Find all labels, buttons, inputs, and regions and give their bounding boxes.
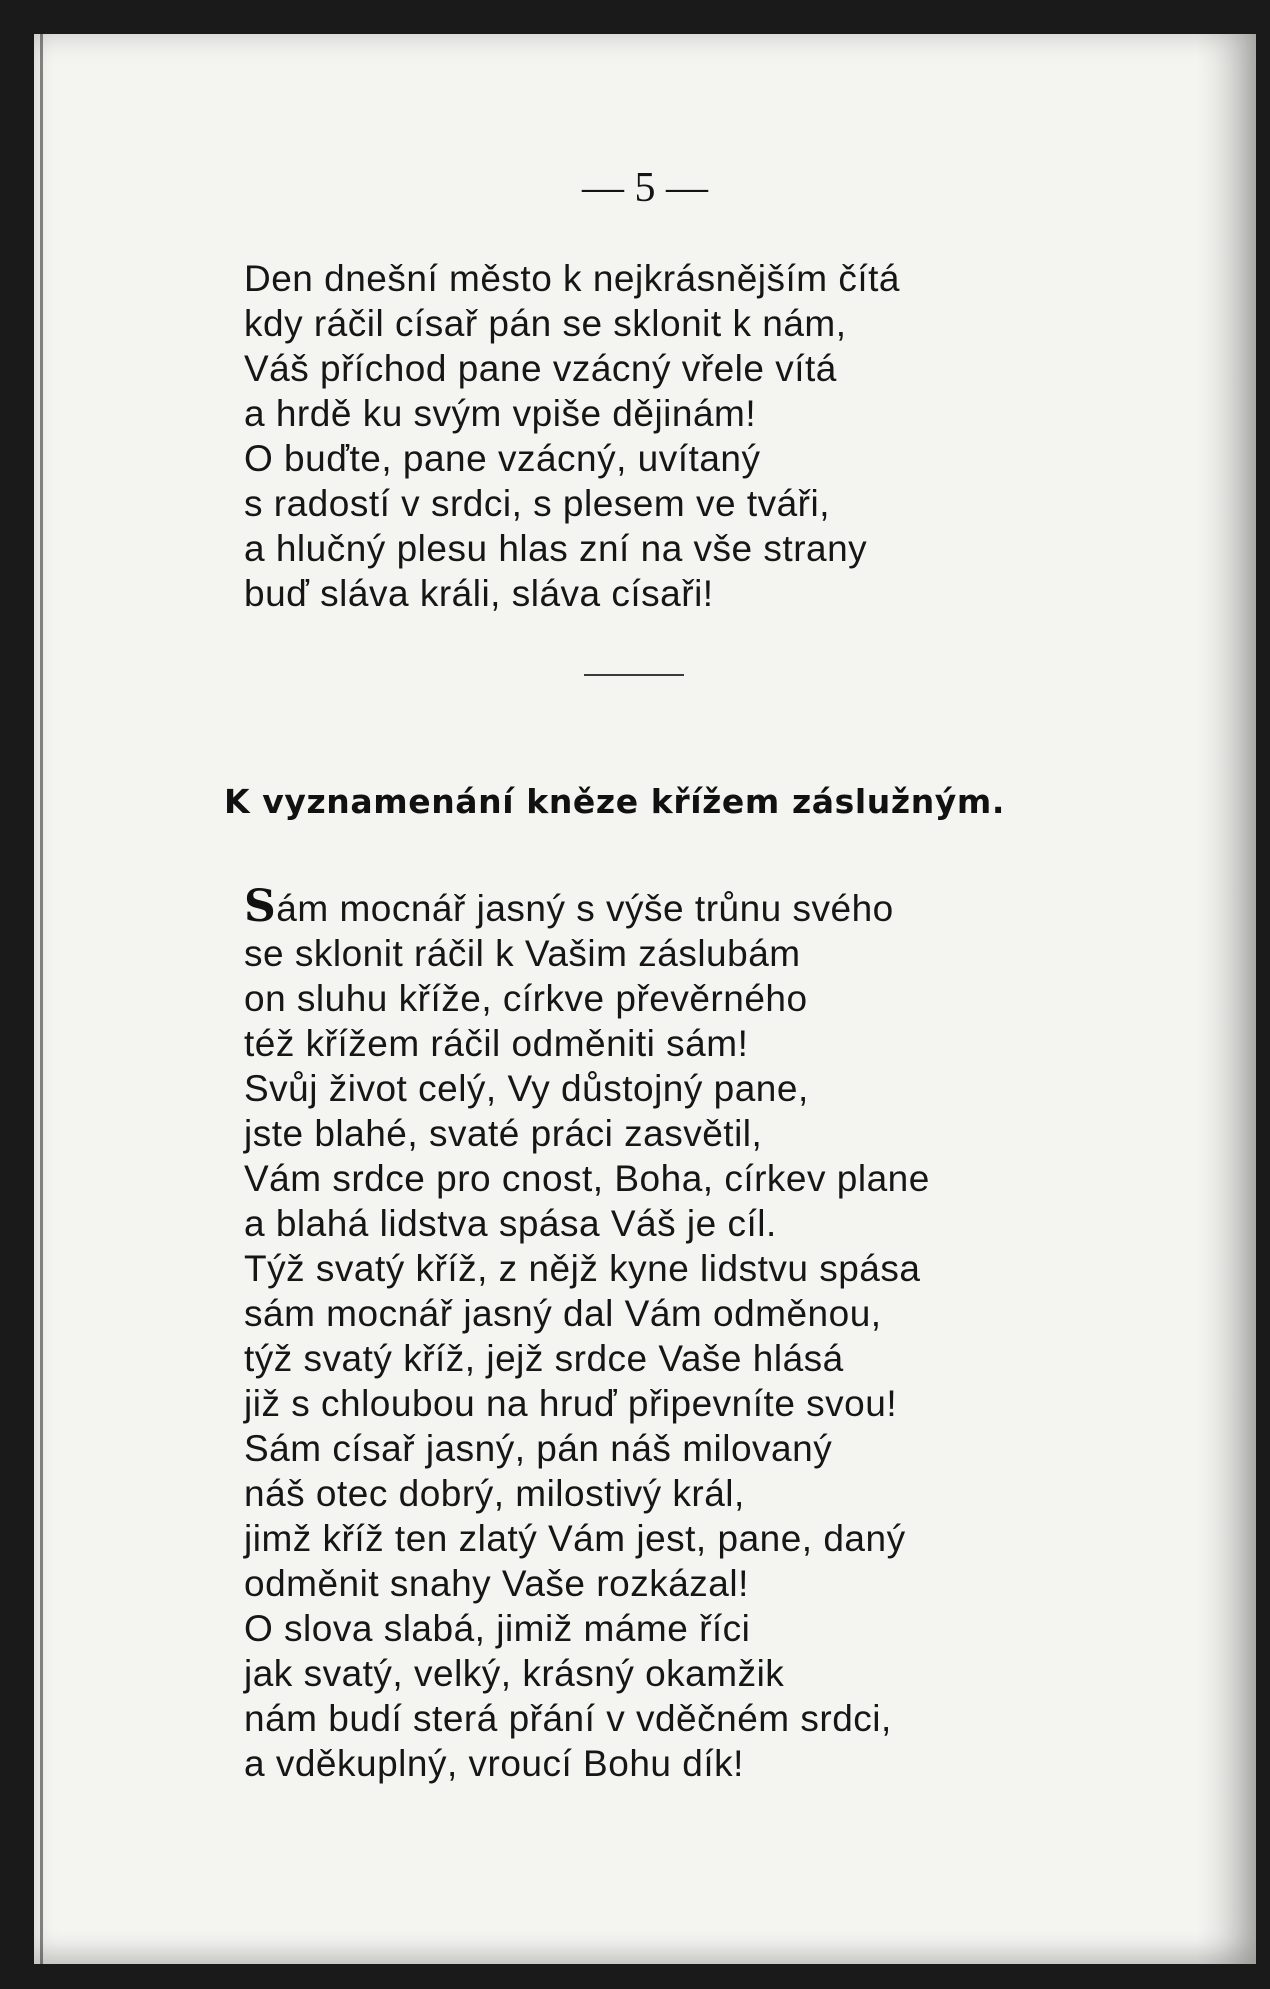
poem-stanza-2	[244, 881, 930, 1786]
poem-line: již s chloubou na hruď připevníte svou!	[244, 1383, 898, 1424]
poem-line: a hrdě ku svým vpiše dějinám!	[244, 393, 757, 434]
decorated-initial: S	[244, 881, 277, 932]
poem-line: týž svatý kříž, jejž srdce Vaše hlásá	[244, 1338, 844, 1379]
page-shadow	[1196, 34, 1256, 1964]
poem-line: a blahá lidstva spása Váš je cíl.	[244, 1203, 777, 1244]
page-number: — 5 —	[582, 165, 708, 211]
poem-line: a hlučný plesu hlas zní na vše strany	[244, 528, 868, 569]
book-page	[34, 34, 1256, 1964]
poem-line: Sám císař jasný, pán náš milovaný	[244, 1428, 833, 1469]
poem-line: Týž svatý kříž, z nějž kyne lidstvu spása	[244, 1248, 921, 1289]
poem-line: se sklonit ráčil k Vašim záslubám	[244, 933, 801, 974]
section-divider	[584, 674, 684, 676]
poem-line: kdy ráčil císař pán se sklonit k nám,	[244, 303, 847, 344]
poem-line: nám budí sterá přání v vděčném srdci,	[244, 1698, 892, 1739]
poem-line: O slova slabá, jimiž máme říci	[244, 1608, 751, 1649]
poem-first-line	[244, 881, 930, 932]
poem-stanza-1	[244, 256, 900, 616]
poem-line: s radostí v srdci, s plesem ve tváři,	[244, 483, 831, 524]
poem-line: a vděkuplný, vroucí Bohu dík!	[244, 1743, 744, 1784]
poem-line: Váš příchod pane vzácný vřele vítá	[244, 348, 837, 389]
poem-line: Den dnešní město k nejkrásnějším čítá	[244, 258, 901, 299]
poem-line: buď sláva králi, sláva císaři!	[244, 573, 714, 614]
page-binding-edge	[40, 34, 43, 1964]
section-heading: K vyznamenání kněze křížem záslužným.	[224, 782, 1006, 821]
poem-line: jste blahé, svaté práci zasvětil,	[244, 1113, 763, 1154]
poem-line: on sluhu kříže, církve převěrného	[244, 978, 808, 1019]
poem-line: jimž kříž ten zlatý Vám jest, pane, daný	[244, 1518, 906, 1559]
poem-line: sám mocnář jasný dal Vám odměnou,	[244, 1293, 882, 1334]
poem-line: jak svatý, velký, krásný okamžik	[244, 1653, 785, 1694]
poem-line: odměnit snahy Vaše rozkázal!	[244, 1563, 749, 1604]
poem-line: Vám srdce pro cnost, Boha, církev plane	[244, 1158, 930, 1199]
poem-line: též křížem ráčil odměniti sám!	[244, 1023, 749, 1064]
poem-line: náš otec dobrý, milostivý král,	[244, 1473, 745, 1514]
poem-line: Svůj život celý, Vy důstojný pane,	[244, 1068, 809, 1109]
poem-first-line-text: ám mocnář jasný s výše trůnu svého	[276, 888, 894, 929]
poem-line: O buďte, pane vzácný, uvítaný	[244, 438, 761, 479]
